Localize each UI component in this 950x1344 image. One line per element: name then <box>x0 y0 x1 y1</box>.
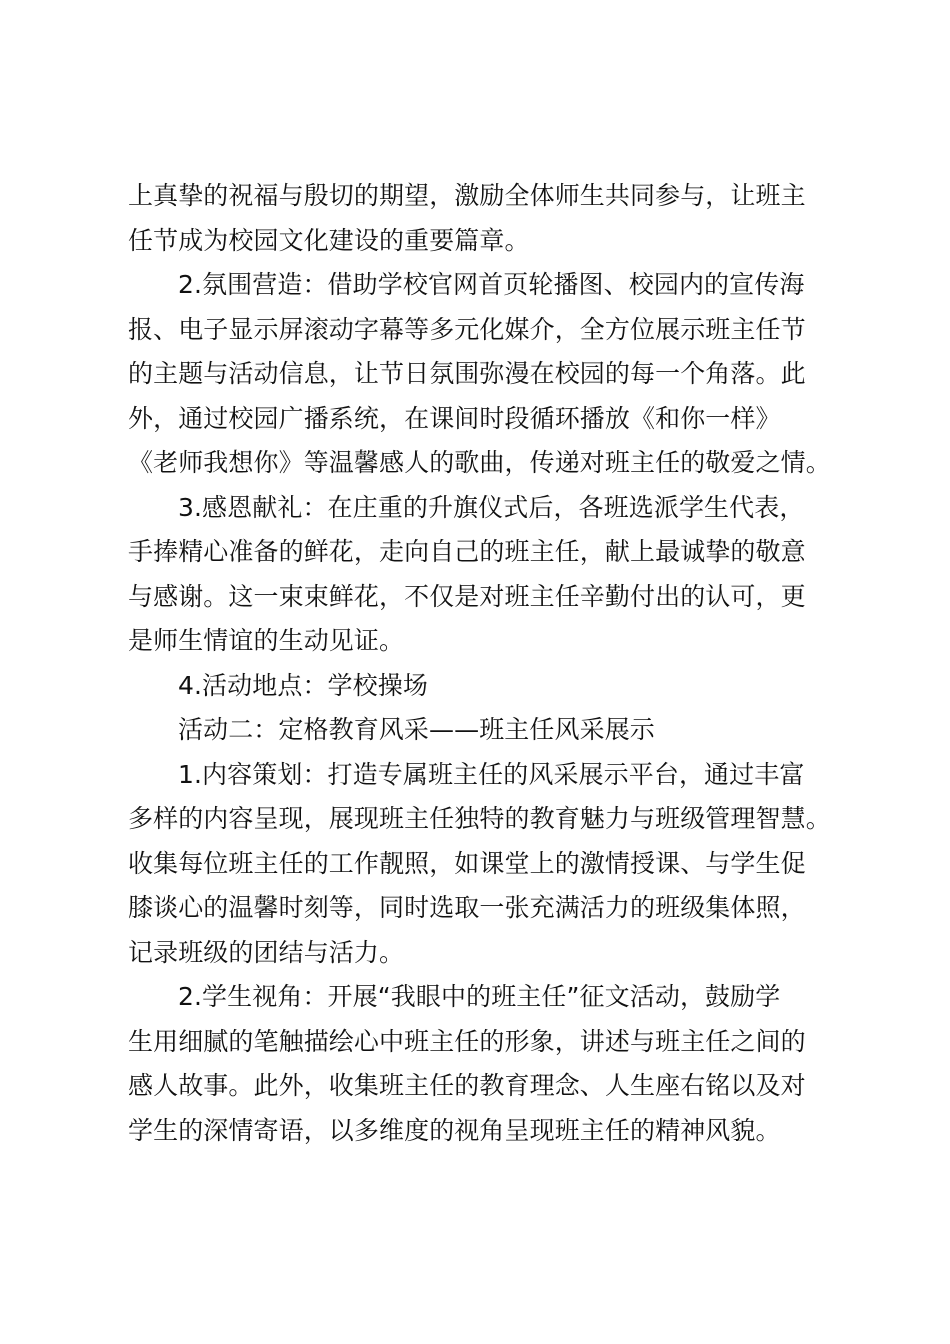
text-line: 与感谢。这一束束鲜花，不仅是对班主任辛勤付出的认可，更 <box>128 581 806 611</box>
text-line: 记录班级的团结与活力。 <box>128 937 405 967</box>
text-line: 任节成为校园文化建设的重要篇章。 <box>128 225 530 255</box>
text-line: 多样的内容呈现，展现班主任独特的教育魅力与班级管理智慧。 <box>128 804 831 833</box>
text-line: 3.感恩献礼：在庄重的升旗仪式后，各班选派学生代表， <box>178 492 805 522</box>
text-line: 上真挚的祝福与殷切的期望，激励全体师生共同参与，让班主 <box>128 181 806 210</box>
text-line: 膝谈心的温馨时刻等，同时选取一张充满活力的班级集体照， <box>128 893 806 922</box>
text-line: 2.学生视角：开展“我眼中的班主任”征文活动，鼓励学 <box>178 982 781 1011</box>
text-line: 手捧精心准备的鲜花，走向自己的班主任，献上最诚挚的敬意 <box>128 537 806 566</box>
text-line: 4.活动地点：学校操场 <box>178 670 428 700</box>
section-heading: 活动二：定格教育风采——班主任风采展示 <box>178 715 655 744</box>
text-line: 生用细腻的笔触描绘心中班主任的形象，讲述与班主任之间的 <box>128 1026 806 1056</box>
text-line: 《老师我想你》等温馨感人的歌曲，传递对班主任的敬爱之情。 <box>128 448 831 477</box>
text-line: 报、电子显示屏滚动字幕等多元化媒介，全方位展示班主任节 <box>128 314 806 344</box>
document-body <box>128 174 834 1153</box>
text-line: 学生的深情寄语，以多维度的视角呈现班主任的精神风貌。 <box>128 1115 781 1145</box>
text-line: 收集每位班主任的工作靓照，如课堂上的激情授课、与学生促 <box>128 848 806 878</box>
text-line: 1.内容策划：打造专属班主任的风采展示平台，通过丰富 <box>178 759 805 789</box>
text-line: 外，通过校园广播系统，在课间时段循环播放《和你一样》 <box>128 403 781 433</box>
text-line: 的主题与活动信息，让节日氛围弥漫在校园的每一个角落。此 <box>128 359 806 388</box>
text-line: 感人故事。此外，收集班主任的教育理念、人生座右铭以及对 <box>128 1071 806 1100</box>
text-line: 是师生情谊的生动见证。 <box>128 626 405 655</box>
text-line: 2.氛围营造：借助学校官网首页轮播图、校园内的宣传海 <box>178 270 805 299</box>
